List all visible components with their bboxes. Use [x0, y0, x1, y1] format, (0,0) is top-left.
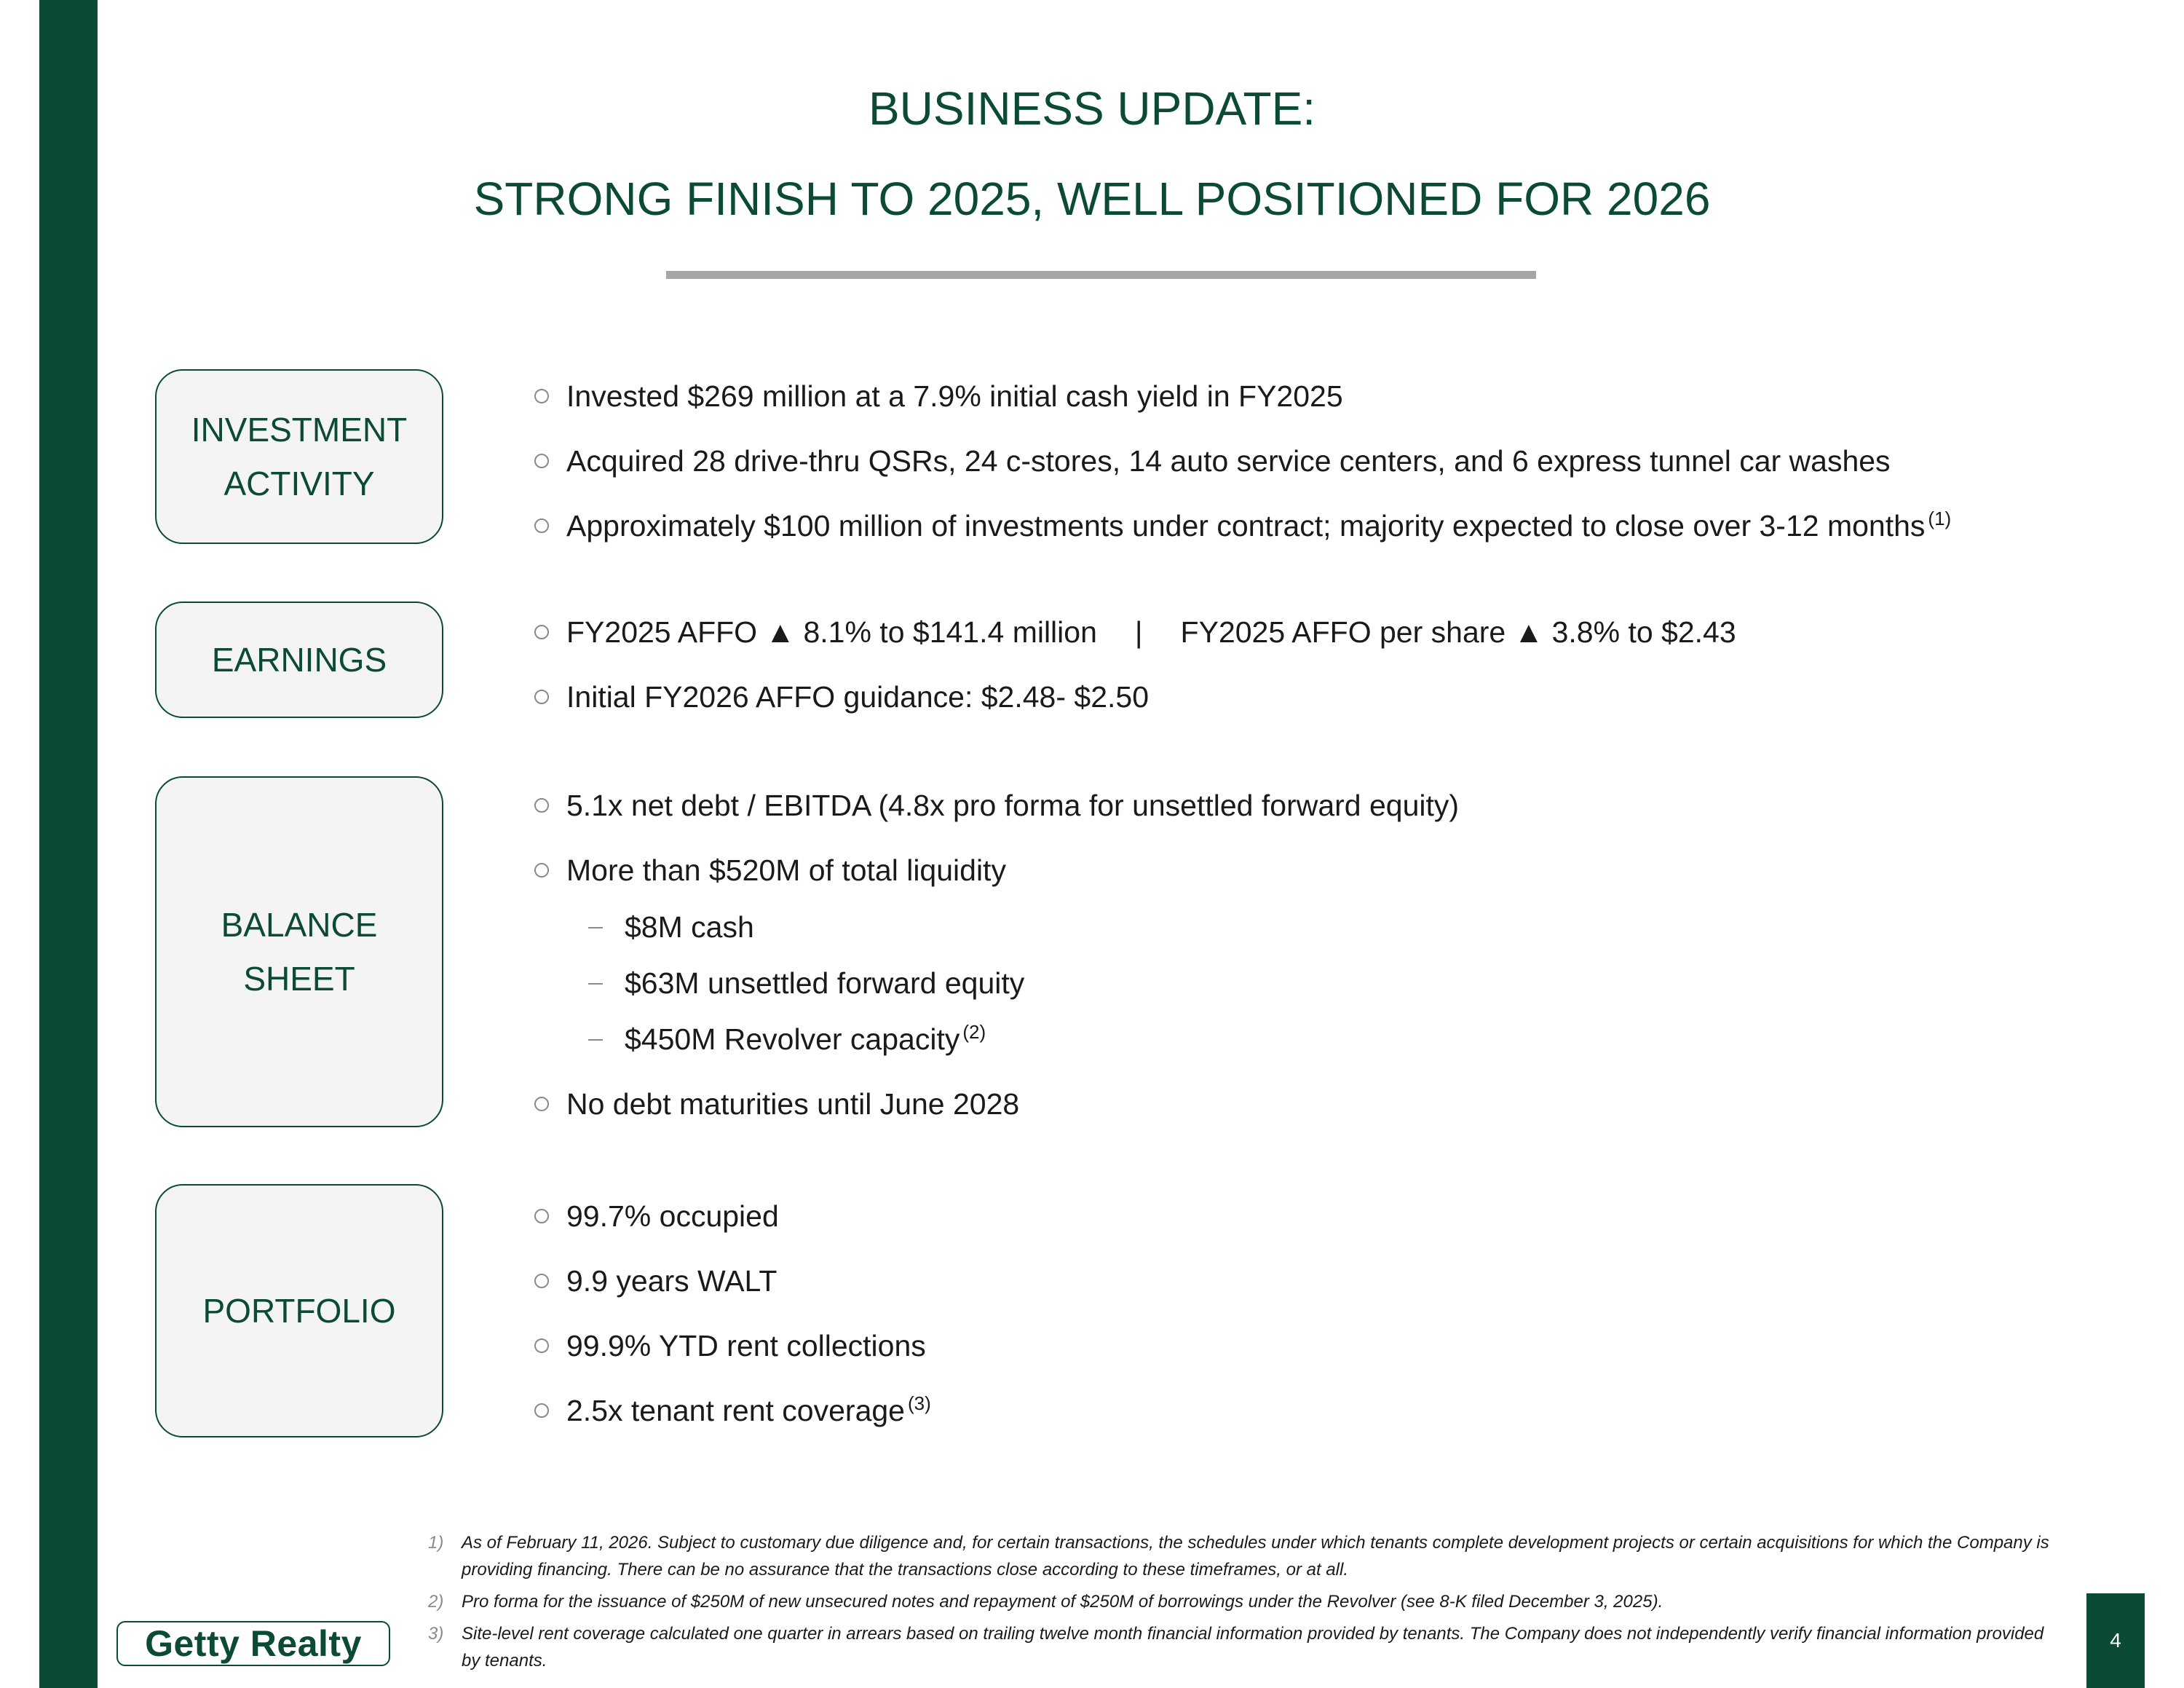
category-label: PORTFOLIO [202, 1292, 396, 1330]
left-accent-bar [39, 0, 98, 1688]
category-balance-sheet [155, 776, 443, 1127]
up-triangle-icon: ▲ [1514, 615, 1544, 649]
footnote-3: 3) Site-level rent coverage calculated one quarter in arrears based on trailing twelve month financial information provided by tenants. The Company does not independently verify financial information provided by tenants. [428, 1624, 2044, 1671]
dash-icon [588, 927, 603, 928]
bullet-circle-icon [534, 518, 549, 533]
bullet-circle-icon [534, 1209, 549, 1223]
category-label-line2: SHEET [243, 960, 355, 998]
bullet-circle-icon [534, 454, 549, 468]
page-title-line1: BUSINESS UPDATE: [868, 82, 1316, 135]
list-item: 9.9 years WALT [533, 1261, 777, 1301]
category-portfolio [155, 1184, 443, 1437]
footnote-1: 1) As of February 11, 2026. Subject to customary due diligence and, for certain transactions, the schedules under which tenants complete development projects or certain acquisitions for which the Company is providing financing. There can be no assurance that the transactions close according to these timeframes, or at all. [428, 1533, 2049, 1579]
sub-list-item: $8M cash [588, 907, 754, 947]
list-item: 2.5x tenant rent coverage $^{(3)}$ [533, 1390, 931, 1431]
category-investment-activity [155, 369, 443, 544]
list-item: Approximately $100 million of investments under contract; majority expected to close over 3-12 months $^{(1)}$ [533, 505, 1951, 546]
footnote-2: 2) Pro forma for the issuance of $250M of new unsecured notes and repayment of $250M of borrowings under the Revolver (see 8-K filed December 3, 2025). [428, 1592, 1663, 1612]
getty-realty-logo: Getty Realty [116, 1621, 390, 1666]
list-item: 5.1x net debt / EBITDA (4.8x pro forma for unsettled forward equity) [533, 785, 1459, 826]
page-title-line2: STRONG FINISH TO 2025, WELL POSITIONED FOR 2026 [473, 173, 1711, 225]
sub-list-item: $450M Revolver capacity $^{(2)}$ [588, 1019, 986, 1060]
footnote-ref: (3) [907, 1392, 931, 1415]
bullet-circle-icon [534, 690, 549, 704]
category-label-line1: INVESTMENT [191, 411, 408, 449]
sub-list-item: $63M unsettled forward equity [588, 963, 1024, 1003]
list-item: Initial FY2026 AFFO guidance: $2.48- $2.50 [533, 677, 1149, 717]
title-divider [666, 271, 1536, 279]
bullet-circle-icon [534, 863, 549, 877]
category-label-line2: ACTIVITY [223, 465, 375, 502]
list-item: 99.7% occupied [533, 1196, 779, 1237]
bullet-circle-icon [534, 1274, 549, 1288]
category-earnings [155, 602, 443, 718]
separator: | [1134, 615, 1143, 649]
page-number: 4 [2086, 1593, 2145, 1688]
bullet-circle-icon [534, 625, 549, 639]
category-label-line1: BALANCE [221, 906, 378, 944]
bullet-circle-icon [534, 389, 549, 403]
bullet-circle-icon [534, 798, 549, 813]
list-item: More than $520M of total liquidity [533, 850, 1006, 891]
bullet-circle-icon [534, 1338, 549, 1353]
list-item: No debt maturities until June 2028 [533, 1084, 1019, 1124]
up-triangle-icon: ▲ [765, 615, 796, 649]
list-item: 99.9% YTD rent collections [533, 1325, 926, 1366]
dash-icon [588, 983, 603, 985]
footnote-ref: (2) [962, 1021, 986, 1044]
footnote-ref: (1) [1928, 508, 1952, 530]
list-item: Acquired 28 drive-thru QSRs, 24 c-stores, 14 auto service centers, and 6 express tunnel car washes [533, 441, 1891, 481]
bullet-circle-icon [534, 1403, 549, 1418]
dash-icon [588, 1039, 603, 1041]
bullet-circle-icon [534, 1097, 549, 1111]
list-item: FY2025 AFFO ▲ 8.1% to $141.4 million | FY2025 AFFO per share ▲ 3.8% to $2.43 [533, 612, 1736, 652]
list-item: Invested $269 million at a 7.9% initial cash yield in FY2025 [533, 376, 1343, 417]
category-label: EARNINGS [211, 641, 387, 679]
